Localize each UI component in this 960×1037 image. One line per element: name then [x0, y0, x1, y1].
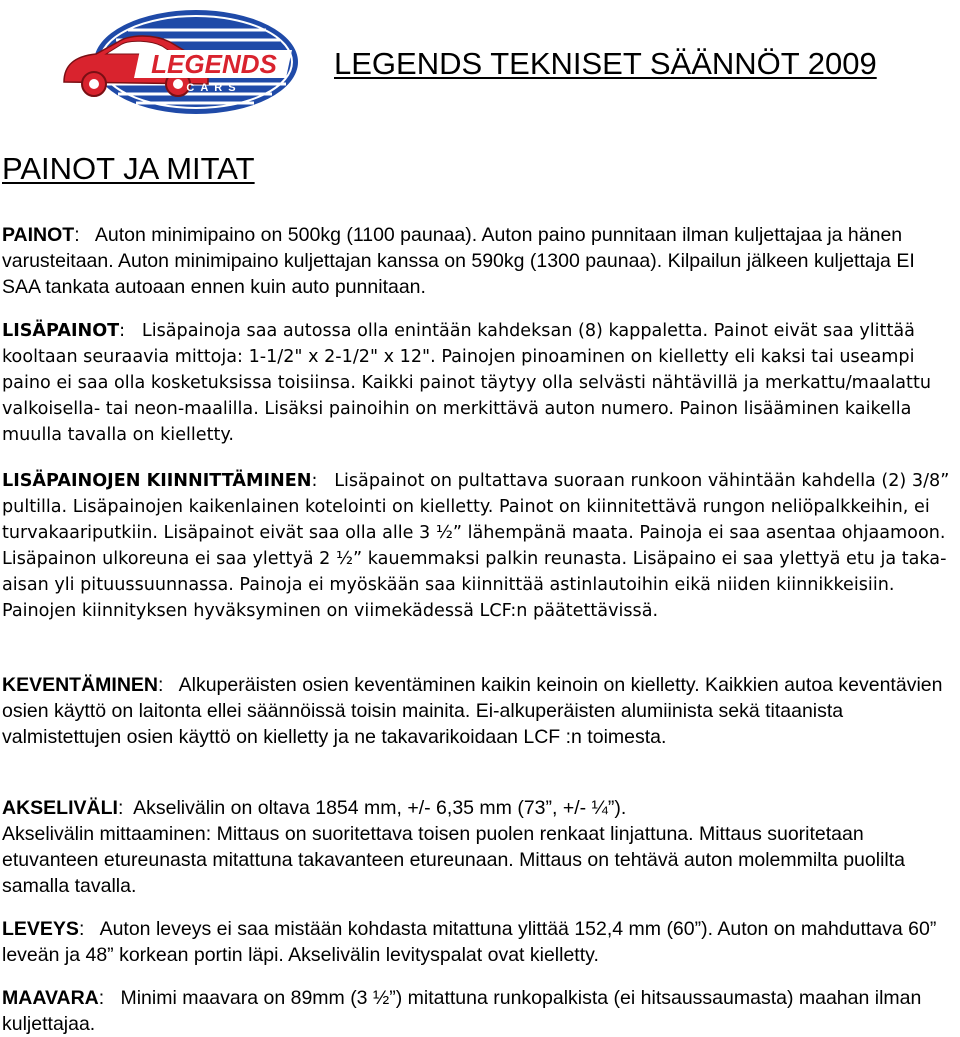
paragraph-maavara [2, 985, 958, 1037]
paragraph-label: PAINOT [2, 224, 75, 246]
paragraph-label: LISÄPAINOT [2, 321, 120, 341]
paragraph-keventaminen [2, 672, 958, 750]
paragraph-label: KEVENTÄMINEN [2, 674, 159, 696]
paragraph-separator: : [98, 987, 121, 1009]
paragraph-text: Alkuperäisten osien keventäminen kaikin keinoin on kielletty. Kaikkien autoa keventävien osien käyttö on laitonta ellei säännöissä toisin mainita. Ei-alkuperäisten alumiinista sekä titaanista valmistettujen osien käyttö on kielletty ja ne takavarikoidaan LCF :n toimesta. [2, 674, 943, 748]
paragraph-label: AKSELIVÄLI [2, 797, 118, 819]
paragraph-leveys [2, 916, 958, 968]
paragraph-kiinnittaminen [2, 468, 958, 624]
paragraph-text: Minimi maavara on 89mm (3 ½”) mitattuna runkopalkista (ei hitsaussaumasta) maahan ilman kuljettajaa. [2, 987, 922, 1035]
section-title: PAINOT JA MITAT [2, 151, 255, 186]
paragraph-akselivali [2, 795, 958, 899]
paragraph-label: LEVEYS [2, 918, 79, 940]
paragraph-text: Lisäpainot on pultattava suoraan runkoon vähintään kahdella (2) 3/8” pultilla. Lisäpainojen kaikenlainen kotelointi on kielletty. Painot on kiinnitettävä rungon neliöpalkkeihin, ei turvakaariputkiin. Lisäpainot eivät saa olla alle 3 ½” lähempänä maata. Painoja ei saa asentaa ohjaamoon. Lisäpainon ulkoreuna ei saa ylettyä 2 ½” kauemmaksi palkin reunasta. Lisäpaino ei saa ylettyä etu ja taka-aisan yli pituussuunnassa. Painoja ei myöskään saa kiinnittää astinlautoihin eikä niiden kiinnikkeisiin. Painojen kiinnityksen hyväksyminen on viimekädessä LCF:n päätettävissä. [2, 471, 950, 621]
paragraph-separator: : [74, 224, 95, 246]
paragraph-label: LISÄPAINOJEN KIINNITTÄMINEN [2, 471, 312, 491]
paragraph-label: MAAVARA [2, 987, 99, 1009]
paragraph-text: Auton leveys ei saa mistään kohdasta mitattuna ylittää 152,4 mm (60”). Auton on mahduttava 60” leveän ja 48” korkean portin läpi. Akselivälin levityspalat ovat kielletty. [2, 918, 937, 966]
paragraph-separator: : [78, 918, 100, 940]
paragraph-text: Lisäpainoja saa autossa olla enintään kahdeksan (8) kappaletta. Painot eivät saa ylittää kooltaan seuraavia mittoja: 1-1/2" x 2-1/2" x 12". Painojen pinoaminen on kielletty eli kaksi tai useampi paino ei saa olla kosketuksissa toisiinsa. Kaikki painot täytyy olla selvästi nähtävillä ja merkattu/maalattu valkoisella- tai neon-maalilla. Lisäksi painoihin on merkittävä auton numero. Painon lisääminen kaikella muulla tavalla on kielletty. [2, 321, 931, 445]
paragraph-separator: : [117, 797, 134, 819]
paragraph-text: Akselivälin on oltava 1854 mm, +/- 6,35 mm (73”, +/- ¼”). [133, 797, 627, 819]
paragraph-text-continued: Akselivälin mittaaminen: Mittaus on suoritettava toisen puolen renkaat linjattuna. Mittaus suoritetaan etuvanteen etureunasta mitattuna takavanteen etureunaan. Mittaus on tehtävä auton molemmilta puolilta samalla tavalla. [2, 823, 905, 897]
paragraph-text: Auton minimipaino on 500kg (1100 paunaa). Auton paino punnitaan ilman kuljettajaa ja hänen varusteitaan. Auton minimipaino kuljettajan kanssa on 590kg (1300 paunaa). Kilpailun jälkeen kuljettaja EI SAA tankata autoaan ennen kuin auto punnitaan. [2, 224, 915, 298]
paragraph-separator: : [119, 321, 142, 341]
document-title: LEGENDS TEKNISET SÄÄNNÖT 2009 [334, 46, 877, 81]
paragraph-separator: : [311, 471, 335, 491]
logo-sub-text: CARS [186, 82, 242, 94]
legends-cars-logo [58, 6, 304, 122]
legends-cars-logo-graphic [58, 6, 304, 122]
paragraph-painot [2, 222, 958, 300]
logo-brand-text: LEGENDS [151, 49, 277, 79]
paragraph-lisapainot [2, 318, 958, 448]
paragraph-separator: : [158, 674, 179, 696]
